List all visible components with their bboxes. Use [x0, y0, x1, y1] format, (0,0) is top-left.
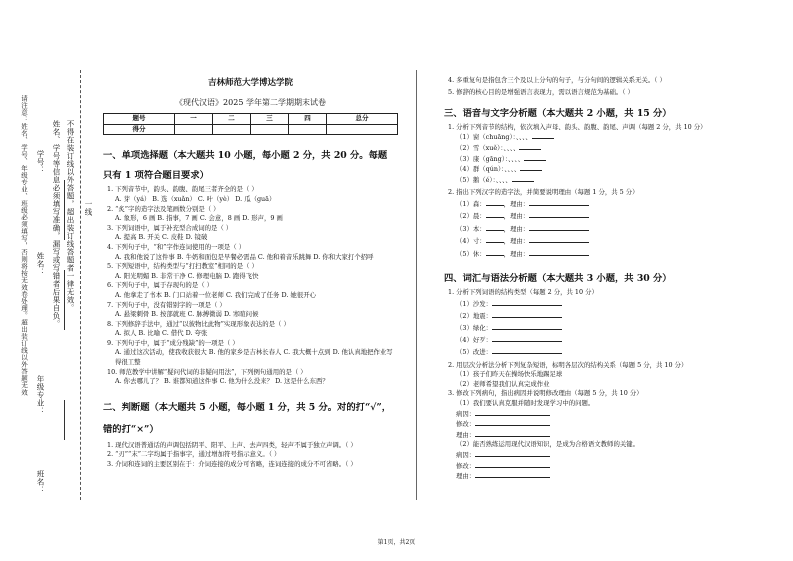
major-line [64, 400, 65, 440]
fix-row [456, 430, 734, 441]
choice-options: A. 你去哪儿了？ B. 谁都知道这件事 C. 他为什么没来？ D. 这是什么东西？ [115, 377, 329, 386]
word-item [456, 298, 734, 310]
syllable-label: （2）雪（xuě）：、、、、 [456, 143, 520, 152]
choice-options: A. 通过这次活动，使我收获很大 B. 他的家乡是吉林长春人 C. 我大概十点到 D. 他认真地把作业写得很工整 [115, 348, 393, 367]
char-label: （5）休： [456, 249, 486, 258]
reason-label: ，理由： [503, 237, 530, 246]
answer-blank[interactable] [475, 419, 550, 426]
fix-label: 病因： [456, 450, 476, 459]
name-line [64, 270, 65, 330]
syllable-item [456, 164, 734, 175]
answer-blank[interactable] [529, 224, 589, 231]
syllable-item [456, 175, 734, 186]
class-label: 班名： [36, 470, 45, 494]
answer-blank[interactable] [512, 175, 534, 182]
section4-title: 四、词汇与语法分析题（本大题共 3 小题，共 30 分） [444, 273, 672, 285]
answer-blank[interactable] [475, 471, 550, 478]
fix-label: 修改： [456, 420, 476, 429]
choice-options: A. 提高 B. 开关 C. 皮鞋 D. 镜破 [115, 233, 208, 242]
fix-label: 病因： [456, 409, 476, 418]
score-table [103, 113, 398, 135]
section2-title-line2: 错的打“×”） [103, 423, 159, 435]
choice-question: 8. 下列修辞手法中，通过“以彼物比此物”实现形象表达的是（ ） [107, 319, 290, 328]
syllable-item [456, 154, 734, 165]
char-item [456, 235, 734, 248]
judge-question: 1. 现代汉语普通话的声调包括阴平、阳平、上声、去声四类，轻声不属于独立声调。（ ） [107, 440, 357, 449]
major-label: 年级专业： [36, 375, 45, 415]
char-item [456, 223, 734, 236]
fix-label: 修改： [456, 461, 476, 470]
section1-title-line2: 只有 1 项符合题目要求） [103, 170, 209, 182]
exam-title: 《现代汉语》2025 学年第二学期期末试卷 [175, 97, 326, 107]
choice-question: 2. “炙”字的造字法及笔画数分别是（ ） [107, 204, 220, 213]
char-item [456, 210, 734, 223]
score-cell: 三 [250, 114, 288, 125]
syllable-label: （1）窗（chuāng）：、、、、 [456, 133, 532, 142]
left-column [103, 72, 398, 470]
answer-blank[interactable] [475, 409, 550, 416]
score-input-cell[interactable] [174, 124, 212, 135]
choice-question: 3. 下列词语中，属于补充型合成词的是（ ） [107, 223, 233, 232]
section4-q2: 2. 用层次分析法分析下列复杂短语，标明各层次的结构关系（每题 5 分，共 10 分） [448, 360, 688, 369]
word-item [456, 346, 734, 358]
score-input-cell[interactable] [212, 124, 250, 135]
answer-blank[interactable] [486, 211, 504, 218]
answer-blank[interactable] [529, 236, 589, 243]
word-label: （4）好歹： [456, 335, 493, 344]
answer-blank[interactable] [532, 132, 554, 139]
choice-question: 10. 师范教学中讲解“疑问代词的非疑问用法”，下列例句通用的是（ ） [107, 367, 307, 376]
choice-options: A. 他拿走了书本 B. 门口站着一位老师 C. 我们完成了任务 D. 她很开心 [115, 290, 316, 299]
score-cell: 二 [212, 114, 250, 125]
choice-options: A. 悬梁刺骨 B. 按部就班 C. 脉搏微弱 D. 寒暄问候 [115, 310, 259, 319]
choice-question: 5. 下列短语中，结构类型与“打扫教室”相同的是（ ） [107, 262, 258, 271]
syllable-label: （5）鹅（é）：、、、、 [456, 175, 512, 184]
syllable-label: （3）康（gāng）：、、、、 [456, 154, 525, 163]
answer-blank[interactable] [475, 461, 550, 468]
judge-question: 2. “刃”“末”二字均属于指事字，通过增加符号指示意义。（ ） [107, 450, 281, 459]
syllable-label: （4）群（qún）：、、、、 [456, 165, 521, 174]
score-cell: 四 [289, 114, 327, 125]
answer-blank[interactable] [524, 154, 546, 161]
reason-label: ，理由： [503, 224, 530, 233]
answer-blank[interactable] [529, 199, 589, 206]
word-label: （5）改进： [456, 347, 493, 356]
answer-blank[interactable] [486, 199, 504, 206]
sentence-item: （1）我们要认真克服并随时发现学习中的问题。 [456, 399, 595, 407]
reason-label: ，理由： [503, 212, 530, 221]
char-label: （1）森： [456, 199, 486, 208]
section3-title: 三、语音与文字分析题（本大题共 2 小题，共 15 分） [444, 108, 672, 120]
student-id-line [64, 180, 65, 240]
right-column [444, 76, 734, 482]
char-label: （3）本： [456, 224, 486, 233]
sentence-item: （2）能否熟练运用现代汉语知识，是成为合格语文教师的关键。 [456, 440, 640, 449]
syllable-item [456, 143, 734, 154]
section3-q2: 2. 指出下列汉字的造字法，并简要说明理由（每题 1 分，共 5 分） [448, 188, 639, 197]
choice-options: A. 芽（yá） B. 选（xuǎn） C. 叶（yè） D. 瓜（guā） [115, 194, 276, 203]
score-cell: 一 [174, 114, 212, 125]
answer-blank[interactable] [492, 335, 562, 342]
section1-questions [103, 185, 398, 386]
answer-blank[interactable] [520, 164, 542, 171]
section3-q1: 1. 分析下列音节的结构，依次填入声母、韵头、韵腹、韵尾、声调（每题 2 分，共 10 分） [448, 122, 707, 131]
answer-blank[interactable] [492, 347, 562, 354]
score-cell: 得分 [104, 124, 175, 135]
choice-options: A. 象形，6 画 B. 指事，7 画 C. 会意，8 画 D. 形声，9 画 [115, 214, 283, 223]
fix-row [456, 450, 734, 461]
score-input-cell[interactable] [289, 124, 327, 135]
answer-blank[interactable] [492, 311, 562, 318]
answer-blank[interactable] [486, 236, 504, 243]
fix-row [456, 409, 734, 420]
school-name: 吉林师范大学博达学院 [207, 78, 293, 88]
answer-blank[interactable] [519, 143, 541, 150]
judge-question: 5. 修辞的核心目的是增强语言表现力，需以语言规范为基础。（ ） [448, 87, 634, 96]
section4-q3: 3. 修改下列病句，指出病因并说明修改理由（每题 5 分，共 10 分） [448, 389, 643, 398]
char-items [444, 198, 734, 261]
fix-row [456, 419, 734, 430]
score-input-cell[interactable] [250, 124, 288, 135]
choice-question: 6. 下列句子中，属于存现句的是（ ） [107, 281, 214, 290]
seal-text: 一线 [84, 200, 93, 216]
section2-title-line1: 二、判断题（本大题共 5 小题，每小题 1 分，共 5 分。对的打“√”， [103, 401, 392, 413]
sentence-items [444, 399, 734, 482]
choice-options: A. 我和他说了这件事 B. 牛奶和面包是早餐必需品 C. 他和着音乐跳舞 D. 你和大家打个招呼 [115, 252, 374, 261]
choice-options: A. 拟人 B. 比喻 C. 借代 D. 夸张 [115, 329, 208, 338]
choice-question: 7. 下列句子中，没有错别字的一项是（ ） [107, 300, 226, 309]
word-label: （1）沙发： [456, 299, 493, 308]
char-label: （2）晨： [456, 212, 486, 221]
answer-blank[interactable] [529, 211, 589, 218]
fix-row [456, 471, 734, 482]
score-cell: 总分 [327, 114, 398, 125]
score-input-cell[interactable] [327, 124, 398, 135]
phrase-item: （2）老师希望我们认真完成作业 [456, 379, 550, 388]
answer-blank[interactable] [486, 224, 504, 231]
answer-blank[interactable] [529, 249, 589, 256]
answer-blank[interactable] [492, 299, 562, 306]
char-label: （4）寸： [456, 237, 486, 246]
choice-question: 9. 下列句子中，属于“成分残缺”的一项是（ ） [107, 338, 239, 347]
answer-blank[interactable] [475, 450, 550, 457]
name-label: 姓名： [36, 252, 45, 276]
word-items [444, 298, 734, 358]
judge-question: 4. 多重复句是指包含三个及以上分句的句子，与分句间的逻辑关系无关。（ ） [448, 76, 666, 84]
score-table-row [104, 124, 398, 135]
binding-dashed-line [80, 70, 81, 500]
choice-options: A. 阳光明媚 B. 非常干净 C. 修理电脑 D. 跑得飞快 [115, 271, 259, 280]
section4-q1: 1. 分析下列词语的结构类型（每题 2 分，共 10 分） [448, 288, 598, 297]
word-item [456, 334, 734, 346]
fix-label: 理由： [456, 472, 476, 481]
reason-label: ，理由： [503, 199, 530, 208]
score-cell: 题号 [104, 114, 175, 125]
word-label: （3）绿化： [456, 323, 493, 332]
word-item [456, 310, 734, 322]
choice-question: 1. 下列音节中，韵头、韵腹、韵尾三者齐全的是（ ） [107, 185, 258, 194]
page-footer: 第1页，共2页 [377, 539, 416, 546]
student-id-label: 学号： [36, 150, 45, 174]
score-table-row [104, 114, 398, 125]
word-item [456, 322, 734, 334]
char-item [456, 248, 734, 261]
word-label: （2）地震： [456, 311, 493, 320]
column-divider [416, 70, 417, 500]
answer-blank[interactable] [475, 430, 550, 437]
syllable-item [456, 132, 734, 143]
answer-blank[interactable] [486, 249, 504, 256]
section1-title-line1: 一、单项选择题（本大题共 10 小题，每小题 2 分，共 20 分。每题 [103, 150, 388, 162]
reason-label: ，理由： [503, 249, 530, 258]
fix-label: 理由： [456, 430, 476, 439]
syllable-items [444, 132, 734, 185]
char-item [456, 198, 734, 211]
notice-full: 请注意：姓名、学号、年级专业、班级必须填写，否则将按无效卷处理。超出装订线以外答题无效 [20, 95, 28, 396]
answer-blank[interactable] [492, 323, 562, 330]
notice-line-1: 姓名、学号等信息必须填写准确，漏写或写错者后果自负。 [52, 120, 61, 328]
fix-row [456, 461, 734, 472]
judge-question: 3. 介词和连词的主要区别在于：介词连接的成分可省略，连词连接的成分不可省略。（ ） [107, 460, 357, 469]
notice-line-2: 不得在装订线以外答题，超出装订线答题者一律无效。 [66, 120, 75, 312]
phrase-item: （1）孩子们昨天在操场快乐地踢足球 [456, 370, 563, 379]
choice-question: 4. 下列句子中，“和”字作连词使用的一项是（ ） [107, 242, 246, 251]
